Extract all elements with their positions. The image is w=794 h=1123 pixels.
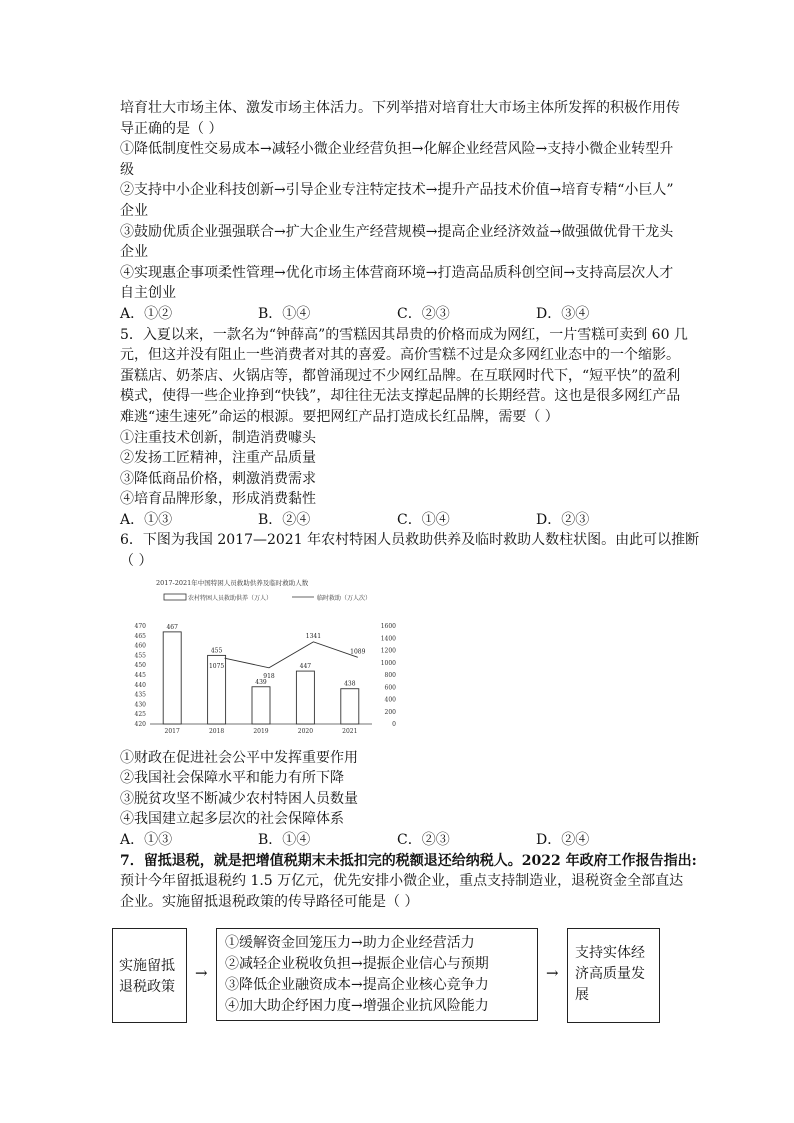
bar-value-label: 447 — [299, 662, 312, 670]
bar-value-label: 439 — [255, 678, 267, 686]
q7-stem-line: 7．留抵退税，就是把增值税期末未抵扣完的税额退还给纳税人。2022 年政府工作报告指出: — [120, 852, 697, 869]
category-label: 2018 — [208, 727, 225, 735]
category-label: 2019 — [253, 727, 269, 735]
right-tick-label: 1000 — [380, 659, 396, 667]
q4-item: ④实现惠企事项柔性管理→优化市场主体营商环境→打造高品质科创空间→支持高层次人才 — [120, 264, 674, 281]
right-tick-label: 400 — [384, 696, 396, 704]
q5-stem-line: 元，但这并没有阻止一些消费者对其的喜爱。高价雪糕不过是众多网红业态中的一个缩影。 — [120, 347, 680, 364]
q4-item: 企业 — [120, 244, 148, 261]
flow-path-item: ①缓解资金回笼压力→助力企业经营活力 — [225, 935, 475, 951]
option-c[interactable]: C．①④ — [397, 511, 450, 528]
option-d[interactable]: D．②④ — [536, 832, 590, 849]
q6-options — [120, 830, 680, 851]
bar-value-label: 455 — [210, 647, 223, 655]
flow-box-text: 济高质量发 — [575, 966, 645, 982]
q6-item: ③脱贫攻坚不断减少农村特困人员数量 — [120, 790, 358, 807]
flow-box-result — [567, 928, 660, 1023]
q5-stem-line: 5．入夏以来，一款名为“钟薛高”的雪糕因其昂贵的价格而成为网红，一片雪糕可卖到 60 几 — [120, 326, 688, 343]
question-4 — [120, 98, 680, 325]
left-tick-label: 470 — [134, 622, 146, 630]
left-tick-label: 455 — [134, 652, 146, 660]
bar — [163, 632, 181, 724]
bar-value-label: 438 — [344, 680, 356, 688]
right-tick-label: 1200 — [380, 647, 396, 655]
relief-chart-svg — [120, 574, 420, 744]
bar — [296, 671, 314, 724]
flow-path-item: ③降低企业融资成本→提高企业核心竞争力 — [225, 977, 489, 993]
right-tick-label: 0 — [392, 720, 396, 728]
left-tick-label: 440 — [134, 681, 146, 689]
left-tick-label: 425 — [134, 710, 146, 718]
line-value-label: 918 — [263, 672, 275, 680]
right-tick-label: 800 — [384, 671, 396, 679]
option-a[interactable]: A．①② — [120, 305, 173, 322]
q5-stem-line: 难逃“速生速死”命运的根源。要把网红产品打造成长红品牌，需要（ ） — [120, 408, 559, 425]
left-tick-label: 465 — [134, 632, 146, 640]
option-c[interactable]: C．②③ — [397, 832, 450, 849]
q4-item: ③鼓励优质企业强强联合→扩大企业生产经营规模→提高企业经济效益→做强做优骨干龙头 — [120, 223, 674, 240]
question-6 — [120, 530, 700, 850]
q5-stem-line: 模式，使得一些企业挣到“快钱”，却往往无法支撑起品牌的长期经营。这也是很多网红产品 — [120, 388, 681, 405]
right-tick-label: 200 — [384, 708, 396, 716]
line-value-label: 1341 — [305, 632, 322, 640]
question-7 — [120, 851, 697, 913]
chart-title: 2017-2021年中国特困人员救助供养及临时救助人数 — [156, 578, 309, 587]
line-series — [225, 642, 358, 668]
right-tick-label: 1400 — [380, 634, 396, 642]
legend-label: 农村特困人员救助供养（万人） — [188, 594, 273, 602]
q6-stem-line: 6．下图为我国 2017—2021 年农村特困人员救助供养及临时救助人数柱状图。由此可以推断 — [120, 532, 700, 549]
option-a[interactable]: A．①③ — [120, 511, 173, 528]
flow-box-text: 实施留抵 — [119, 958, 175, 974]
flow-box-policy — [112, 928, 187, 1023]
option-a[interactable]: A．①③ — [120, 832, 173, 849]
q4-options — [120, 304, 680, 325]
left-tick-label: 430 — [134, 701, 146, 709]
option-b[interactable]: B．①④ — [258, 832, 311, 849]
option-b[interactable]: B．①④ — [258, 305, 311, 322]
question-5 — [120, 325, 688, 531]
flow-path-item: ④加大助企纾困力度→增强企业抗风险能力 — [225, 998, 489, 1014]
flow-arrow-icon: → — [195, 964, 208, 982]
exam-page — [120, 98, 700, 912]
flow-path-item: ②减轻企业税收负担→提振企业信心与预期 — [225, 956, 489, 972]
left-tick-label: 445 — [134, 671, 146, 679]
q5-options — [120, 510, 680, 531]
flow-box-text: 支持实体经 — [575, 945, 645, 961]
q4-item: ②支持中小企业科技创新→引导企业专注特定技术→提升产品技术价值→培育专精“小巨人” — [120, 182, 674, 199]
flow-box-text: 退税政策 — [119, 979, 175, 995]
q7-flow-diagram — [112, 928, 672, 1024]
right-tick-label: 1600 — [380, 622, 396, 630]
q4-stem-line: 培育壮大市场主体、激发市场主体活力。下列举措对培育壮大市场主体所发挥的积极作用传 — [120, 100, 680, 116]
option-b[interactable]: B．②④ — [258, 511, 311, 528]
q5-item: ②发扬工匠精神，注重产品质量 — [120, 450, 316, 467]
left-tick-label: 420 — [134, 720, 146, 728]
q5-item: ③降低商品价格，刺激消费需求 — [120, 470, 316, 487]
category-label: 2021 — [342, 727, 358, 735]
q7-stem-line: 企业。实施留抵退税政策的传导路径可能是（ ） — [120, 893, 419, 910]
q6-stem-line: （ ） — [120, 553, 153, 570]
legend-label: 临时救助（万人次） — [317, 594, 372, 602]
flow-box-paths — [216, 928, 538, 1021]
option-c[interactable]: C．②③ — [397, 305, 450, 322]
category-label: 2017 — [164, 727, 180, 735]
category-label: 2020 — [297, 727, 314, 735]
option-d[interactable]: D．③④ — [536, 305, 590, 322]
line-value-label: 1075 — [208, 662, 225, 670]
q6-item: ②我国社会保障水平和能力有所下降 — [120, 770, 344, 787]
right-tick-label: 600 — [384, 683, 396, 691]
q4-item: 自主创业 — [120, 285, 176, 302]
relief-chart — [120, 574, 420, 744]
legend-swatch-bar — [164, 594, 186, 600]
q7-stem-line: 预计今年留抵退税约 1.5 万亿元，优先安排小微企业，重点支持制造业，退税资金全部直达 — [120, 873, 684, 890]
bar-value-label: 467 — [166, 623, 178, 631]
option-d[interactable]: D．②③ — [536, 511, 590, 528]
q4-item: ①降低制度性交易成本→减轻小微企业经营负担→化解企业经营风险→支持小微企业转型升 — [120, 141, 674, 158]
bar — [252, 686, 270, 723]
q5-item: ④培育品牌形象，形成消费黏性 — [120, 491, 316, 508]
left-tick-label: 435 — [134, 691, 146, 699]
q4-item: 级 — [120, 161, 134, 178]
q4-stem-line: 导正确的是（ ） — [120, 120, 223, 137]
flow-box-text: 展 — [575, 987, 589, 1003]
q5-item: ①注重技术创新，制造消费噱头 — [120, 429, 316, 446]
q5-stem-line: 蛋糕店、奶茶店、火锅店等，都曾涌现过不少网红品牌。在互联网时代下，“短平快”的盈利 — [120, 367, 681, 384]
left-tick-label: 460 — [134, 642, 146, 650]
q6-item: ④我国建立起多层次的社会保障体系 — [120, 811, 344, 828]
q6-item: ①财政在促进社会公平中发挥重要作用 — [120, 749, 358, 766]
q4-item: 企业 — [120, 202, 148, 219]
bar — [341, 688, 359, 723]
flow-arrow-icon: → — [546, 964, 559, 982]
line-value-label: 1089 — [350, 647, 366, 655]
left-tick-label: 450 — [134, 661, 146, 669]
